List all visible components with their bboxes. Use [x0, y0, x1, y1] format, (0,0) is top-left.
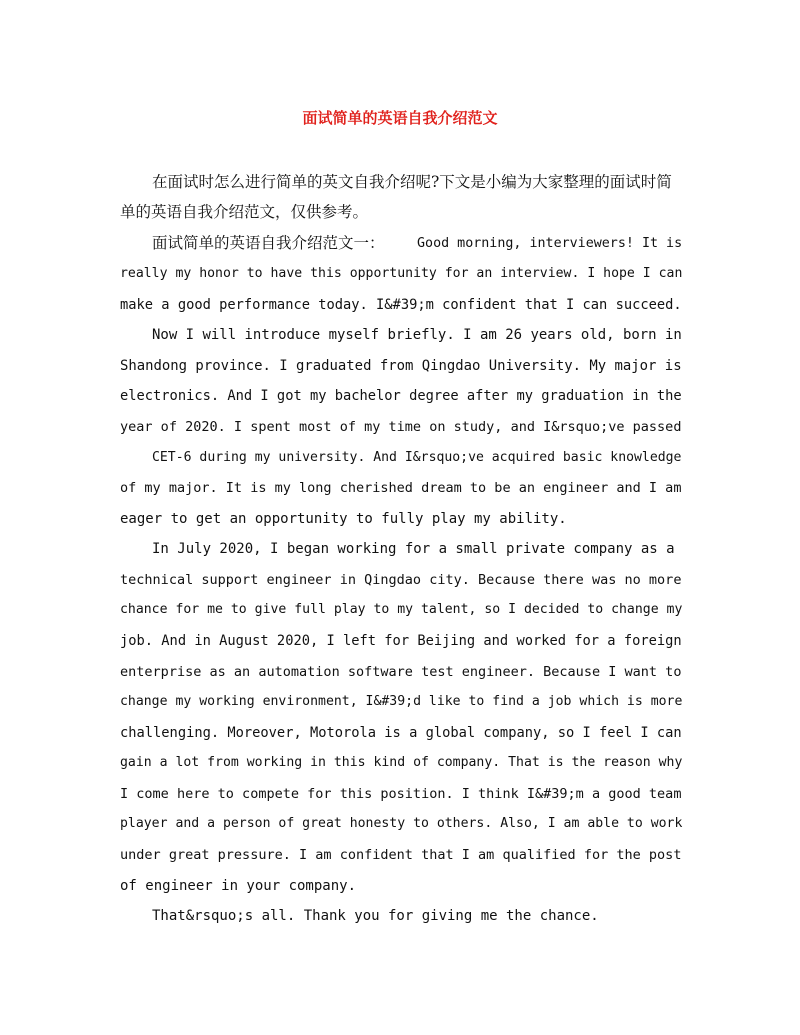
body-line: gain a lot from working in this kind of company. That is the reason why: [120, 755, 683, 770]
body-line: Now I will introduce myself briefly. I am 26 years old, born in: [152, 327, 682, 343]
body-line: Shandong province. I graduated from Qingdao University. My major is: [120, 358, 682, 374]
body-line: challenging. Moreover, Motorola is a global company, so I feel I can: [120, 725, 682, 741]
body-line: 在面试时怎么进行简单的英文自我介绍呢?下文是小编为大家整理的面试时简: [152, 173, 672, 191]
body-line: player and a person of great honesty to others. Also, I am able to work: [120, 816, 683, 831]
body-line: That&rsquo;s all. Thank you for giving me the chance.: [152, 908, 599, 924]
body-line: technical support engineer in Qingdao city. Because there was no more: [120, 572, 682, 588]
body-line: make a good performance today. I&#39;m confident that I can succeed.: [120, 297, 682, 313]
body-line: enterprise as an automation software test engineer. Because I want to: [120, 664, 682, 680]
body-line: of my major. It is my long cherished dream to be an engineer and I am: [120, 480, 682, 496]
body-line: electronics. And I got my bachelor degree after my graduation in the: [120, 388, 682, 404]
body-line: Good morning, interviewers! It is: [417, 236, 683, 251]
body-line: really my honor to have this opportunity for an interview. I hope I can: [120, 266, 683, 281]
document-title: 面试简单的英语自我介绍范文: [302, 109, 498, 127]
body-line: 单的英语自我介绍范文，仅供参考。: [120, 203, 369, 221]
body-line: In July 2020, I began working for a small private company as a: [152, 541, 675, 557]
body-line: year of 2020. I spent most of my time on study, and I&rsquo;ve passed: [120, 419, 682, 435]
body-line: CET-6 during my university. And I&rsquo;ve acquired basic knowledge: [152, 450, 682, 465]
body-line: I come here to compete for this position. I think I&#39;m a good team: [120, 786, 682, 802]
body-line: eager to get an opportunity to fully play my ability.: [120, 511, 567, 527]
body-line: job. And in August 2020, I left for Beijing and worked for a foreign: [120, 633, 682, 649]
section-heading: 面试简单的英语自我介绍范文一：: [152, 234, 385, 252]
body-line: change my working environment, I&#39;d like to find a job which is more: [120, 694, 683, 709]
body-line: of engineer in your company.: [120, 878, 357, 894]
body-line: under great pressure. I am confident that I am qualified for the post: [120, 847, 682, 863]
body-line: chance for me to give full play to my talent, so I decided to change my: [120, 602, 683, 617]
